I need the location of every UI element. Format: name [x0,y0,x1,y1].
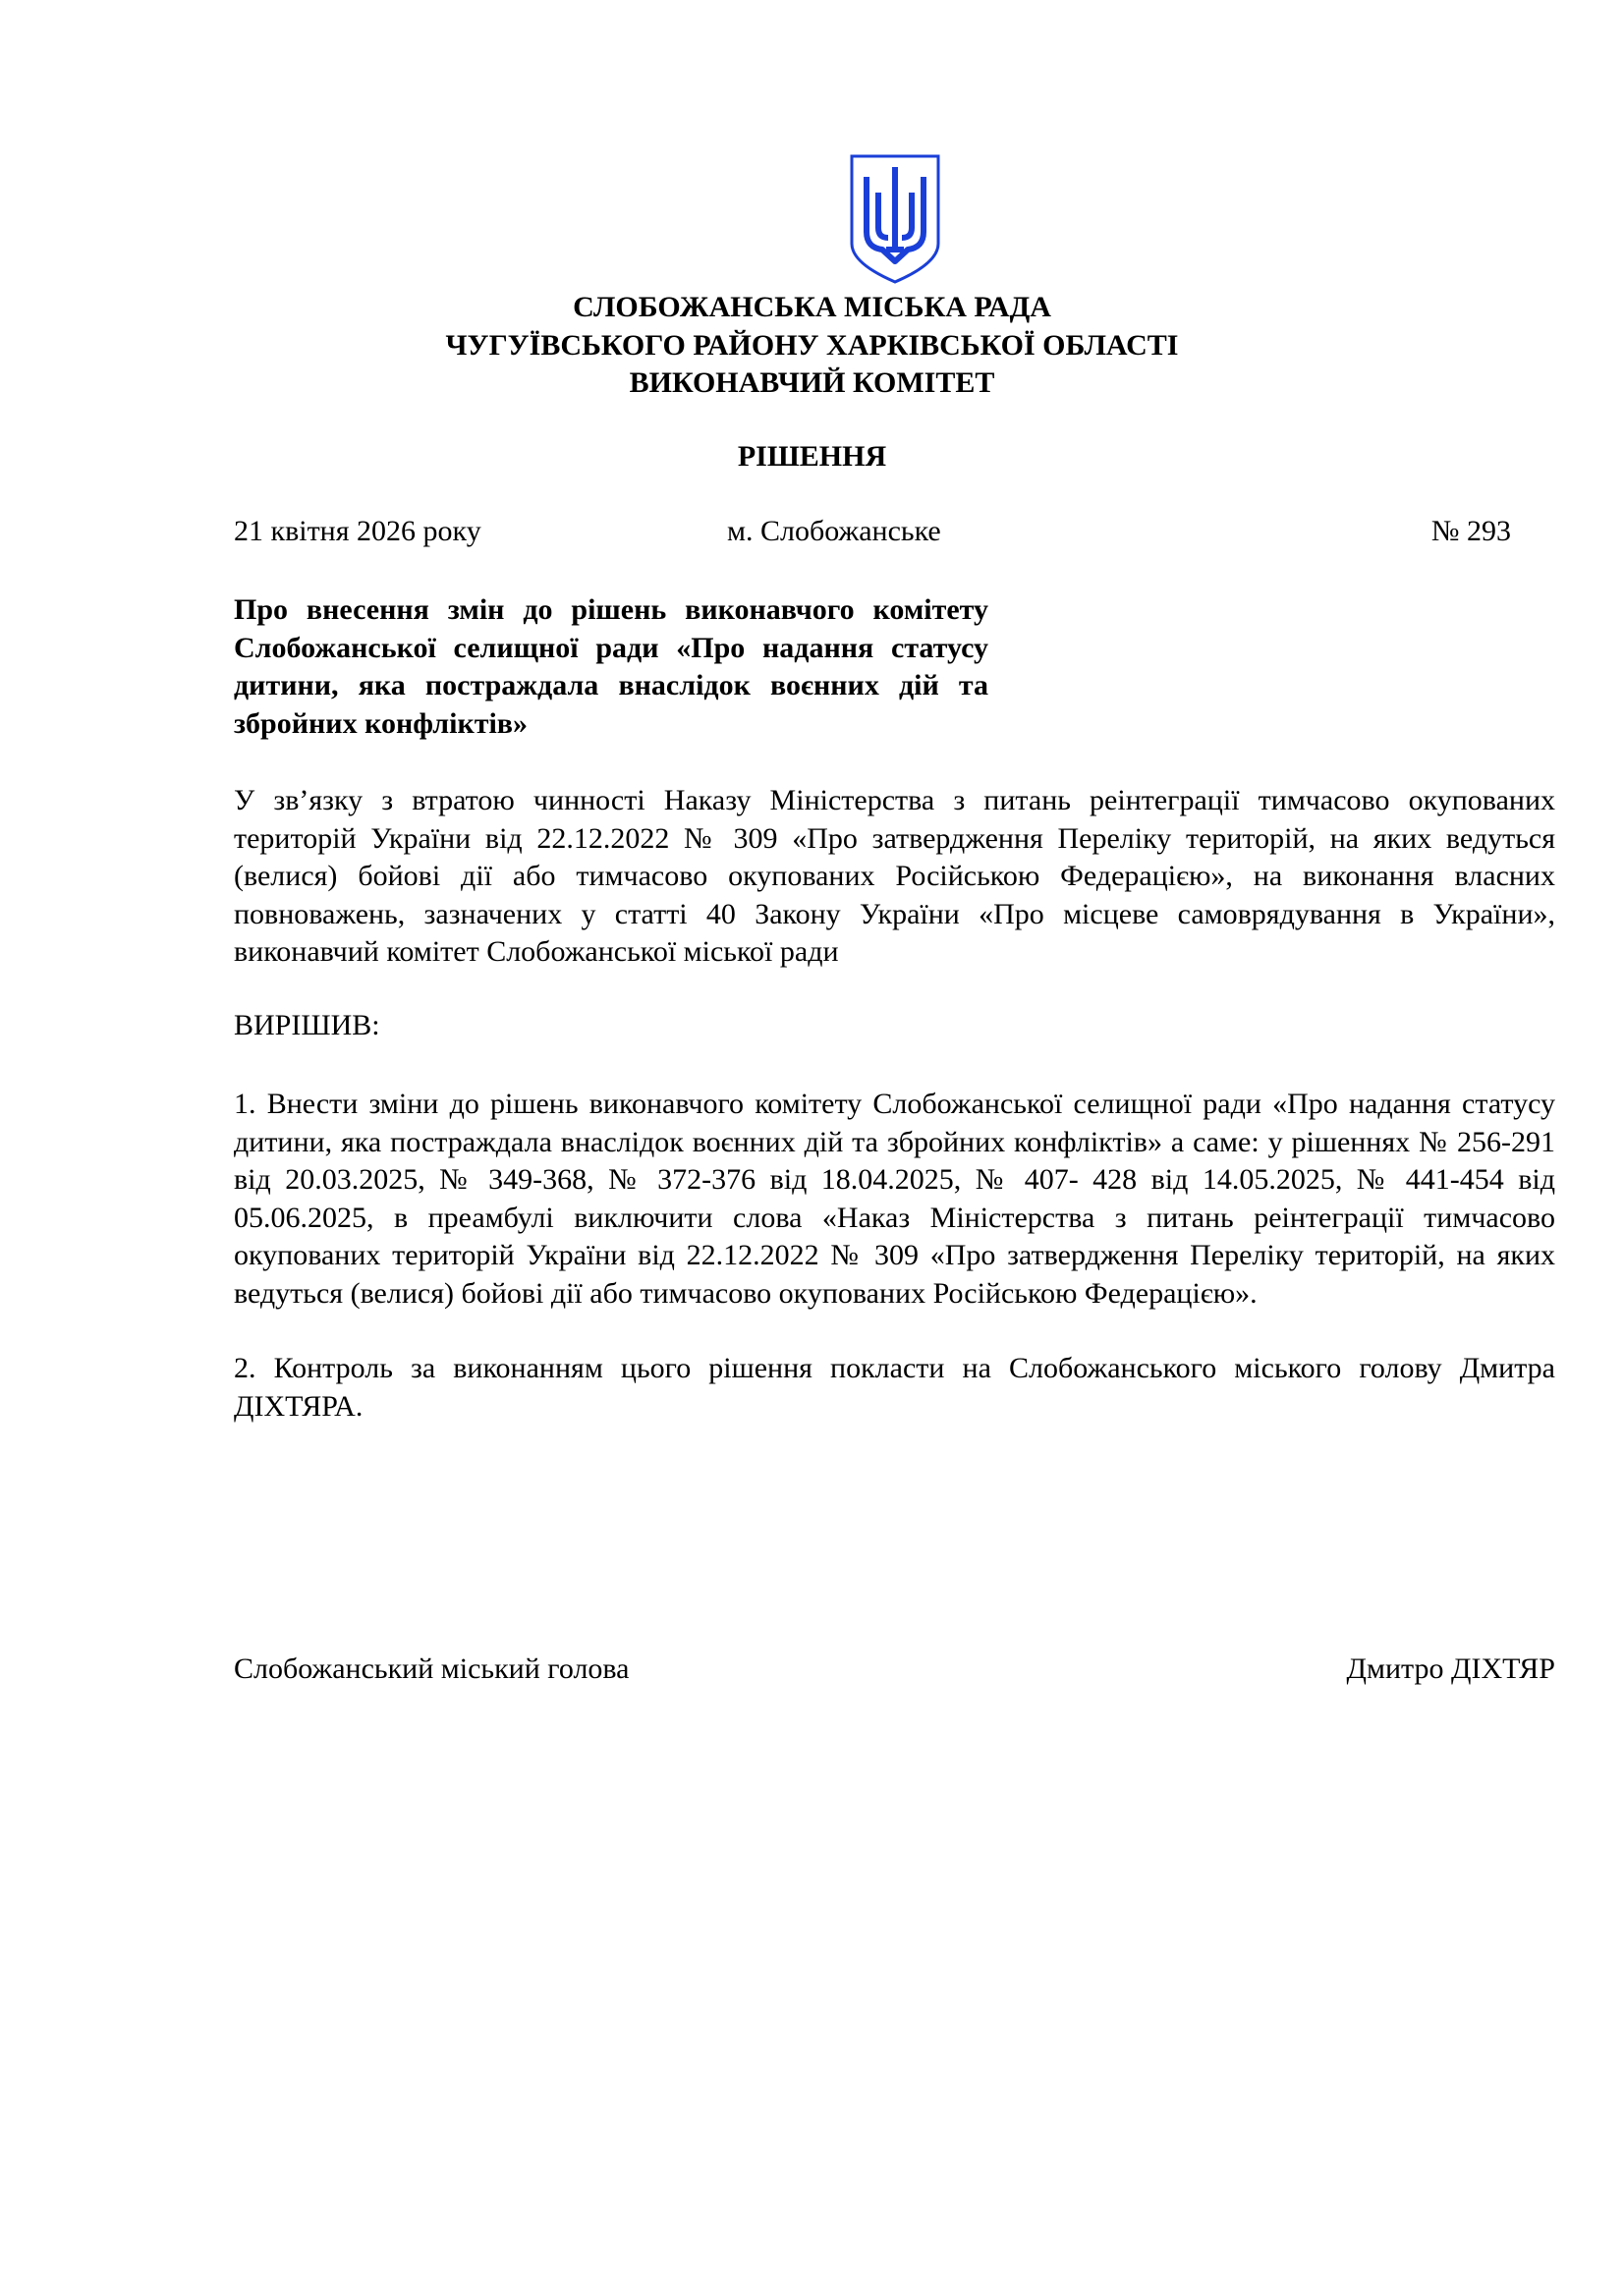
header-line-1: СЛОБОЖАНСЬКА МІСЬКА РАДА [573,291,1051,323]
date-line [234,515,1511,554]
signature-block [234,1652,1555,1692]
document-type: РІШЕННЯ [737,440,887,473]
decided-heading: ВИРІШИВ: [234,1009,380,1041]
decision-subject: Про внесення змін до рішень виконавчого комітету Слобожанської селищної ради «Про надання статусу дитини, яка постраждала внаслідок воєнних дій та збройних конфліктів» [234,593,988,740]
preamble-paragraph: У зв’язку з втратою чинності Наказу Міністерства з питань реінтеграції тимчасово окупованих територій України від 22.12.2022 № 309 «Про затвердження Переліку територій, на яких ведуться (велися) бойові дії або тимчасово окупованих Російською Федерацією», на виконання власних повноважень, зазначених у статті 40 Закону України «Про місцеве самоврядування в України», виконавчий комітет Слобожанської міської ради [234,784,1555,968]
decision-number: № 293 [1430,515,1511,547]
decision-item-2: 2. Контроль за виконанням цього рішення покласти на Слобожанського міського голову Дмитра ДІХТЯРА. [234,1352,1555,1423]
header-line-2: ЧУГУЇВСЬКОГО РАЙОНУ ХАРКІВСЬКОЇ ОБЛАСТІ [445,328,1179,362]
decision-date: 21 квітня 2026 року [234,515,481,547]
header-line-3: ВИКОНАВЧИЙ КОМІТЕТ [629,366,995,399]
decision-item-1: 1. Внести зміни до рішень виконавчого комітету Слобожанської селищної ради «Про надання статусу дитини, яка постраждала внаслідок воєнних дій та збройних конфліктів» а саме: у рішеннях № 256-291 від 20.03.2025, № 349-368, № 372-376 від 18.04.2025, № 407- 428 від 14.05.2025, № 441-454 від 05.06.2025, в преамбулі виключити слова «Наказ Міністерства з питань реінтеграції тимчасово окупованих територій України від 22.12.2022 № 309 «Про затвердження Переліку територій, на яких ведуться (велися) бойові дії або тимчасово окупованих Російською Федерацією». [234,1088,1555,1310]
organization-header [0,289,1624,403]
trident-emblem-icon [849,153,941,285]
signatory-name: Дмитро ДІХТЯР [1346,1652,1555,1685]
signatory-position: Слобожанський міський голова [234,1652,630,1685]
decision-place: м. Слобожанське [727,515,941,547]
